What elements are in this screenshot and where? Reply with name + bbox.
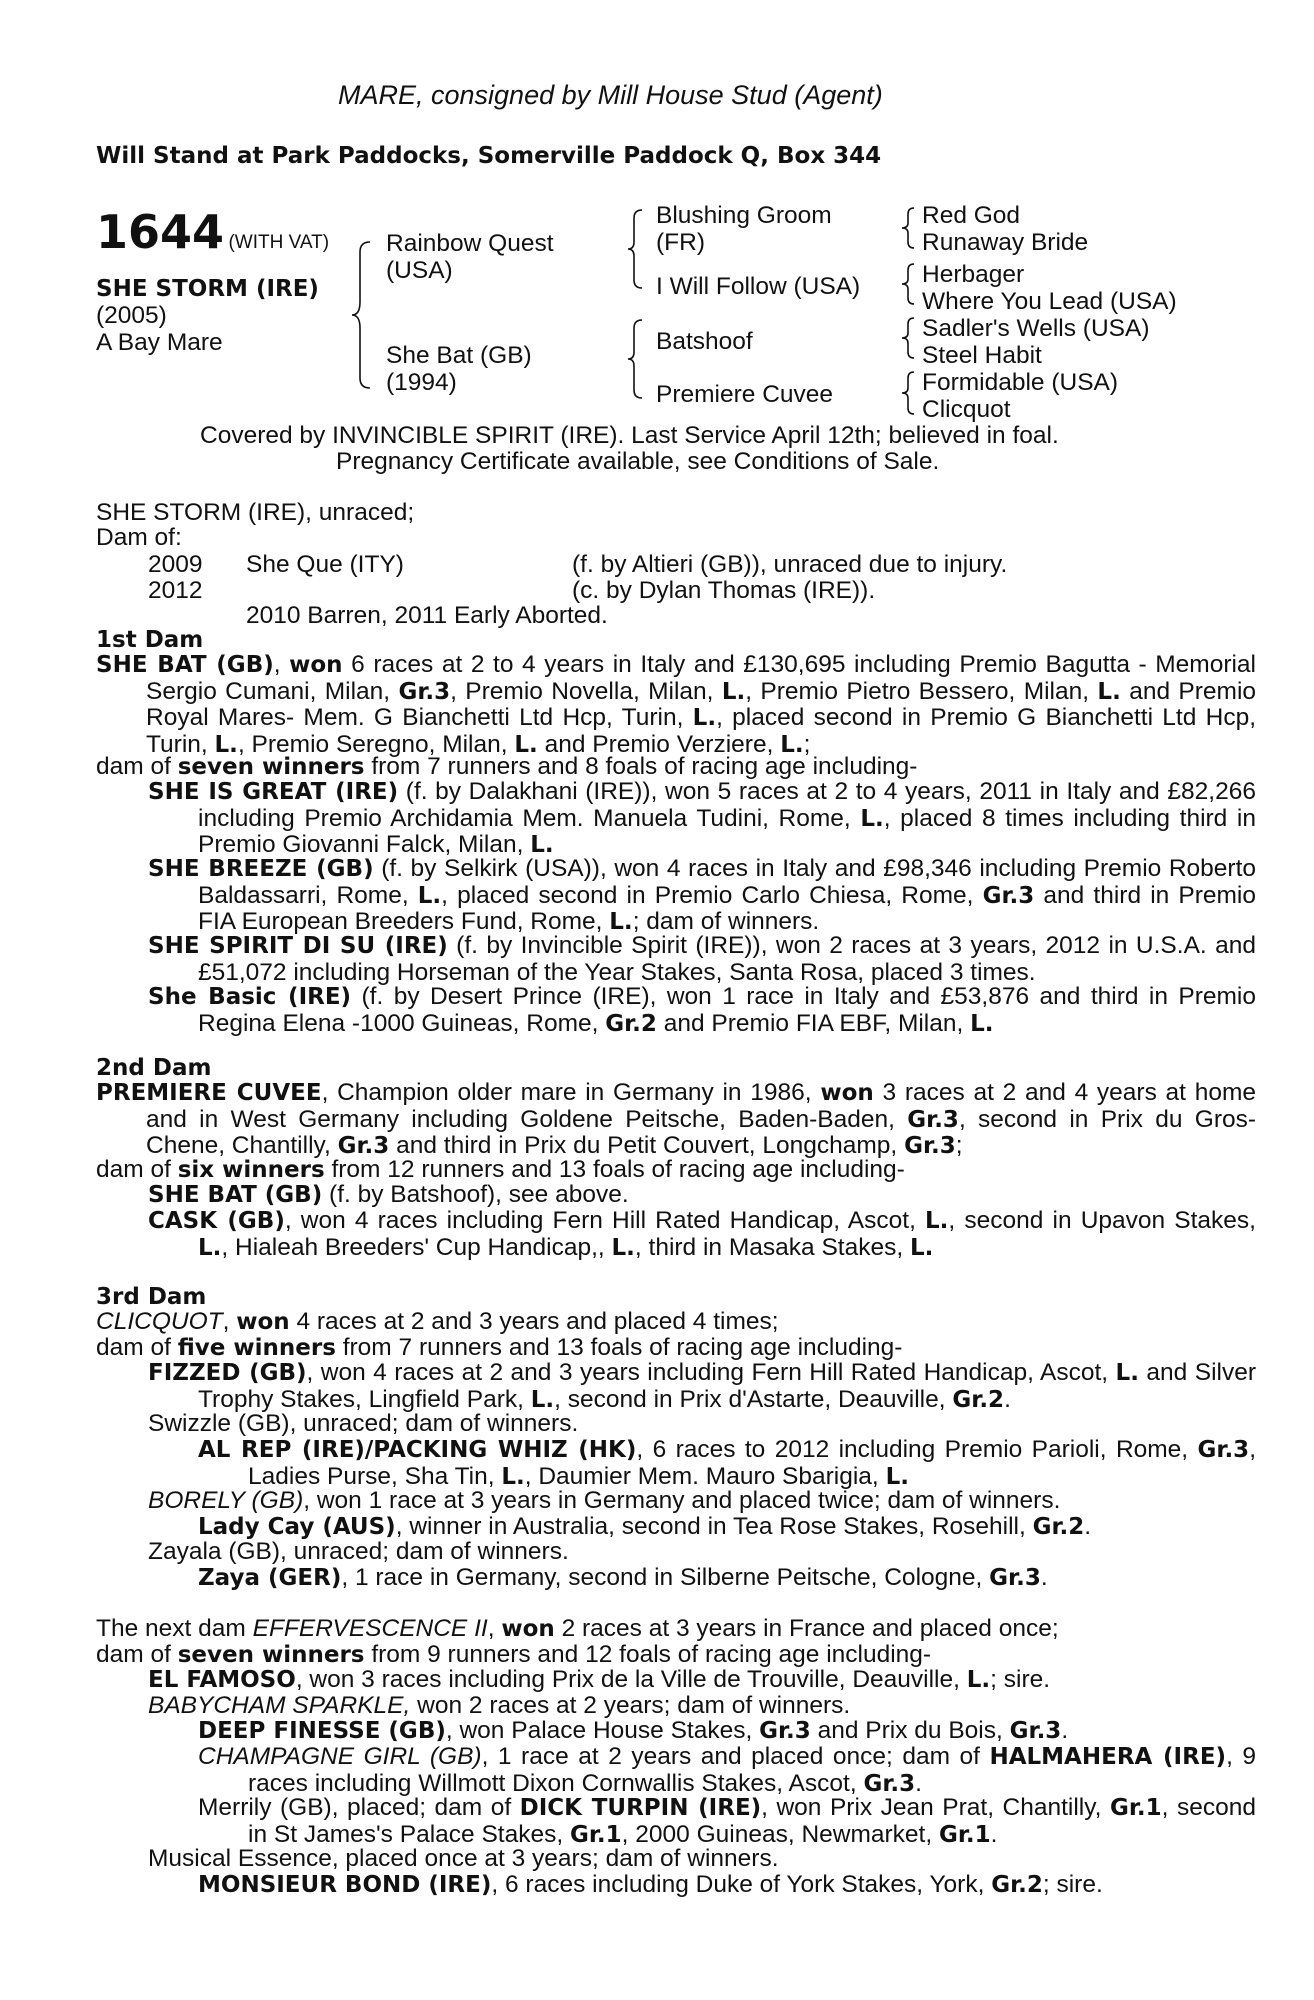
winners-count: seven winners (177, 754, 365, 780)
text: and Premio Royal Mares- Mem. G Bianchetti Ltd Hcp, Turin, (146, 677, 1257, 732)
pedigree-dam-year: (1994) (386, 369, 457, 396)
progeny-name: HALMAHERA (IRE) (989, 1744, 1227, 1770)
pedigree-ddd: Clicquot (922, 396, 1011, 423)
second-dam-paragraph (96, 1080, 1256, 1160)
text: and Premio FIA EBF, Milan, (663, 1009, 964, 1037)
text: , (222, 1308, 230, 1335)
pedigree-dam-dam: Premiere Cuvee (656, 381, 834, 408)
listed: L. (501, 1463, 525, 1490)
listed: L. (721, 678, 746, 705)
third-dam-name: CLICQUOT (96, 1308, 223, 1335)
text: Merrily (GB), placed; dam of (198, 1794, 512, 1821)
listed: L. (1097, 678, 1121, 705)
merrily-line (198, 1795, 1256, 1848)
pedigree-sire-sire-country: (FR) (656, 229, 705, 256)
pedigree-sdd: Where You Lead (USA) (922, 288, 1177, 315)
progeny-al-rep (198, 1437, 1256, 1490)
text: ; sire. (1042, 1871, 1103, 1898)
text: ; (803, 731, 811, 759)
grade: Gr.3 (907, 1106, 959, 1133)
text: , won 4 races at 2 and 3 years including Fern Hill Rated Handicap, Ascot, (306, 1359, 1109, 1386)
text: 6 races at 2 to 4 years in Italy and £130,695 including Premio Bagutta - Memorial Sergio Cumani, Milan, (146, 651, 1256, 705)
progeny-name: CASK (GB) (148, 1208, 285, 1234)
progeny-name: BORELY (GB) (148, 1487, 304, 1514)
text: , 1 race in Germany, second in Silberne Peitsche, Cologne, (341, 1564, 983, 1591)
vat-note: (WITH VAT) (228, 232, 330, 253)
text: dam of (96, 753, 171, 780)
pedigree-sire-dam: I Will Follow (USA) (656, 273, 861, 300)
grade: Gr.2 (952, 1386, 1005, 1413)
text: . (1061, 1717, 1069, 1744)
text: dam of (96, 1156, 171, 1183)
produce-detail: (c. by Dylan Thomas (IRE)). (572, 577, 876, 604)
text: 2 races at 3 years in France and placed once; (561, 1615, 1059, 1642)
text: , placed second in Premio G Bianchetti Ltd Hcp, Turin, (146, 704, 1257, 759)
produce-name: She Que (ITY) (246, 551, 404, 578)
progeny-name: EL FAMOSO (148, 1667, 296, 1693)
grade: Gr.2 (991, 1872, 1043, 1898)
text: . (1004, 1385, 1011, 1413)
progeny-name: CHAMPAGNE GIRL (GB) (198, 1743, 482, 1770)
progeny-fizzed (148, 1360, 1256, 1413)
grade: Gr.2 (605, 1010, 657, 1037)
progeny-cask (148, 1208, 1256, 1261)
first-dam-damof (96, 754, 917, 781)
progeny-lady-cay (198, 1514, 1091, 1541)
lot-number: 1644 (96, 205, 225, 259)
text: The next dam (96, 1615, 246, 1642)
pedigree-dam-sire: Batshoof (656, 328, 753, 355)
text: , second in Upavon Stakes, (948, 1207, 1256, 1234)
listed: L. (417, 882, 442, 909)
third-dam-damof (96, 1335, 902, 1362)
text: , Champion older mare in Germany in 1986, (321, 1079, 812, 1106)
text: ; (955, 1132, 963, 1160)
horse-description: A Bay Mare (96, 329, 223, 356)
grade: Gr.3 (398, 678, 451, 705)
babycham-line (148, 1693, 850, 1719)
listed: L. (970, 1010, 994, 1037)
text: , 1 race at 2 years and placed once; dam of (481, 1743, 980, 1770)
text: ; sire. (990, 1666, 1051, 1693)
first-dam-paragraph: SHE BAT (GB), won 6 races at 2 to 4 years in Italy and £130,695 including Premio Bagutta - Memorial Sergio Cumani, Milan, Gr.3, Premio Novella, Milan, L., Premio Pietro Bessero, Milan, L. and Premio Royal Mares- Mem. G Bianchetti Ltd Hcp, Turin, L., placed second in Premio G Bianchetti Ltd Hcp, Turin, L., Premio Seregno, Milan, L. and Premio Verziere, L.; (96, 651, 1257, 759)
covered-line-1: Covered by INVINCIBLE SPIRIT (IRE). Last Service April 12th; believed in foal. (200, 422, 1059, 449)
won-label: won (289, 652, 343, 678)
text: , second in Prix d'Astarte, Deauville, (554, 1385, 946, 1413)
listed: L. (530, 1386, 555, 1413)
text: . (1040, 1564, 1048, 1591)
pedigree-ssd: Runaway Bride (922, 229, 1089, 256)
grade: Gr.1 (1109, 1795, 1162, 1821)
listed: L. (611, 1234, 635, 1261)
swizzle-line: Swizzle (GB), unraced; dam of winners. (148, 1410, 579, 1437)
progeny-deep-finesse (198, 1718, 1068, 1745)
listed: L. (966, 1667, 991, 1693)
listed: L. (925, 1208, 949, 1234)
borely-line (148, 1488, 1060, 1514)
text: 3 races at 2 and 4 years at home and in West Germany including Goldene Peitsche, Baden-Baden, (146, 1079, 1256, 1133)
second-dam-name: PREMIERE CUVEE (96, 1080, 322, 1106)
text: from 7 runners and 8 foals of racing age including- (371, 753, 918, 780)
grade: Gr.2 (1032, 1514, 1085, 1540)
pedigree-sire-country: (USA) (386, 257, 453, 284)
produce-note: 2010 Barren, 2011 Early Aborted. (246, 602, 608, 629)
horse-year: (2005) (96, 302, 167, 329)
text: , Premio Seregno, Milan, (237, 731, 508, 759)
text: , third in Masaka Stakes, (634, 1233, 904, 1261)
first-dam-heading: 1st Dam (96, 627, 204, 653)
grade: Gr.3 (982, 882, 1035, 909)
progeny-she-breeze (148, 856, 1256, 936)
progeny-name: BABYCHAM SPARKLE, (148, 1692, 411, 1719)
listed: L. (1115, 1360, 1139, 1386)
text: , (487, 1615, 495, 1642)
grade: Gr.3 (989, 1565, 1041, 1591)
pedigree-brace-main (350, 240, 374, 390)
text: , Ladies Purse, Sha Tin, (248, 1436, 1256, 1490)
pedigree-brace-ss (900, 206, 918, 250)
next-dam-line (96, 1616, 1059, 1643)
progeny-name: SHE SPIRIT DI SU (IRE) (148, 933, 448, 959)
champagne-girl-line (198, 1744, 1256, 1797)
horse-name: SHE STORM (IRE) (96, 276, 319, 302)
text: . (990, 1820, 998, 1848)
grade: Gr.3 (759, 1718, 811, 1744)
progeny-name: She Basic (IRE) (148, 984, 352, 1010)
progeny-name: DICK TURPIN (IRE) (519, 1795, 762, 1821)
grade: Gr.3 (904, 1133, 956, 1160)
grade: Gr.1 (938, 1821, 991, 1848)
text: , won Palace House Stakes, (445, 1717, 753, 1744)
lot-number-line (96, 205, 329, 259)
won-label: won (236, 1309, 290, 1335)
pedigree-sire: Rainbow Quest (386, 230, 554, 257)
text: , Premio Novella, Milan, (450, 677, 714, 705)
musical-essence-line: Musical Essence, placed once at 3 years; dam of winners. (148, 1845, 779, 1872)
progeny-she-bat (148, 1182, 629, 1209)
text: , winner in Australia, second in Tea Rose Stakes, Rosehill, (395, 1513, 1026, 1540)
pedigree-sss: Red God (922, 202, 1021, 229)
text: won 2 races at 2 years; dam of winners. (417, 1692, 851, 1719)
text: from 9 runners and 12 foals of racing age including- (371, 1641, 932, 1668)
produce-year: 2012 (148, 577, 203, 604)
text: ; dam of winners. (632, 908, 820, 936)
next-dam-damof (96, 1642, 931, 1669)
third-dam-heading: 3rd Dam (96, 1284, 207, 1310)
text: 4 races at 2 and 3 years and placed 4 times; (296, 1308, 779, 1335)
text: , won 1 race at 3 years in Germany and placed twice; dam of winners. (303, 1487, 1061, 1514)
text: , second in St James's Palace Stakes, (248, 1794, 1256, 1848)
grade: Gr.3 (337, 1133, 390, 1160)
text: , 6 races to 2012 including Premio Parioli, Rome, (636, 1436, 1189, 1463)
text: (f. by Desert Prince (IRE), won 1 race in Italy and £53,876 and third in Premio Regina Elena -1000 Guineas, Rome, (198, 983, 1256, 1037)
pedigree-sds: Herbager (922, 261, 1025, 288)
text: , second in Prix du Gros-Chene, Chantilly, (146, 1105, 1257, 1160)
second-dam-heading: 2nd Dam (96, 1055, 212, 1081)
listed: L. (909, 1234, 934, 1261)
text: , won Prix Jean Prat, Chantilly, (761, 1794, 1102, 1821)
pedigree-brace-dam (626, 318, 646, 400)
text: , placed 8 times including third in Premio Giovanni Falck, Milan, (198, 804, 1256, 859)
progeny-she-is-great (148, 779, 1256, 859)
listed: L. (692, 705, 717, 732)
winners-count: six winners (177, 1157, 325, 1183)
first-dam-name: SHE BAT (GB) (96, 652, 274, 678)
progeny-zaya (198, 1565, 1048, 1592)
listed: L. (530, 832, 554, 859)
covered-line-2: Pregnancy Certificate available, see Conditions of Sale. (336, 448, 940, 475)
text: and Premio Verziere, (544, 731, 774, 759)
listed: L. (609, 909, 633, 936)
pedigree-sire-sire: Blushing Groom (656, 202, 832, 229)
text: , Hialeah Breeders' Cup Handicap,, (221, 1233, 605, 1261)
progeny-el-famoso (148, 1667, 1050, 1694)
listed: L. (780, 732, 804, 759)
text: (f. by Invincible Spirit (IRE)), won 2 races at 3 years, 2012 in U.S.A. and £51,072 including Horseman of the Year Stakes, Santa Rosa, placed 3 times. (198, 932, 1257, 986)
pedigree-brace-dd (900, 370, 918, 416)
produce-intro: SHE STORM (IRE), unraced; (96, 499, 415, 526)
text: dam of (96, 1334, 171, 1361)
pedigree-dam: She Bat (GB) (386, 342, 532, 369)
won-label: won (820, 1080, 874, 1106)
page-header: MARE, consigned by Mill House Stud (Agent) (338, 80, 883, 110)
text: . (915, 1769, 922, 1797)
zayala-line: Zayala (GB), unraced; dam of winners. (148, 1538, 569, 1565)
grade: Gr.1 (569, 1821, 622, 1848)
text: , 6 races including Duke of York Stakes, York, (491, 1871, 985, 1898)
produce-year: 2009 (148, 551, 203, 578)
listed: L. (885, 1463, 909, 1490)
pedigree-dss: Sadler's Wells (USA) (922, 315, 1150, 342)
listed: L. (198, 1234, 222, 1261)
text: dam of (96, 1641, 171, 1668)
third-dam-line (96, 1309, 779, 1336)
text: and third in Premio FIA European Breeders Fund, Rome, (198, 881, 1256, 936)
text: and Prix du Bois, (817, 1717, 1003, 1744)
text: , Daumier Mem. Mauro Sbarigia, (524, 1462, 879, 1490)
grade: Gr.3 (1009, 1718, 1062, 1744)
pedigree-dsd: Steel Habit (922, 342, 1042, 369)
winners-count: five winners (177, 1335, 336, 1361)
pedigree-brace-ds (900, 316, 918, 360)
listed: L. (860, 805, 884, 832)
dam-of-label: Dam of: (96, 524, 182, 551)
winners-count: seven winners (177, 1642, 365, 1668)
pedigree-dds: Formidable (USA) (922, 369, 1119, 396)
progeny-name: SHE BREEZE (GB) (148, 856, 374, 882)
pedigree-brace-sd (900, 262, 918, 306)
produce-detail: (f. by Altieri (GB)), unraced due to injury. (572, 551, 1008, 578)
pedigree-brace-sire (626, 208, 646, 290)
listed: L. (214, 732, 238, 759)
text: , won 4 races including Fern Hill Rated Handicap, Ascot, (284, 1207, 916, 1234)
text: , Premio Pietro Bessero, Milan, (745, 677, 1090, 705)
text: (f. by Dalakhani (IRE)), won 5 races at 2 to 4 years, 2011 in Italy and £82,266 including Premio Archidamia Mem. Manuela Tudini, Rome, (198, 778, 1256, 832)
progeny-name: Zaya (GER) (198, 1565, 342, 1591)
progeny-name: AL REP (IRE)/PACKING WHIZ (HK) (198, 1437, 637, 1463)
progeny-she-basic (148, 984, 1256, 1037)
text: , 9 races including Willmott Dixon Cornwallis Stakes, Ascot, (248, 1743, 1257, 1797)
text: . (1084, 1513, 1092, 1540)
progeny-she-spirit (148, 933, 1256, 985)
text: (f. by Batshoof), see above. (329, 1181, 629, 1208)
text: (f. by Selkirk (USA)), won 4 races in Italy and £98,346 including Premio Roberto Baldassarri, Rome, (198, 855, 1257, 909)
text: , won 3 races including Prix de la Ville de Trouville, Deauville, (295, 1666, 960, 1693)
next-dam-name: EFFERVESCENCE II (252, 1615, 488, 1642)
second-dam-damof (96, 1157, 905, 1184)
progeny-monsieur-bond (198, 1872, 1103, 1899)
progeny-name: DEEP FINESSE (GB) (198, 1718, 446, 1744)
progeny-name: SHE IS GREAT (IRE) (148, 779, 399, 805)
text: , placed second in Premio Carlo Chiesa, Rome, (441, 881, 974, 909)
progeny-name: FIZZED (GB) (148, 1360, 307, 1386)
progeny-name: MONSIEUR BOND (IRE) (198, 1872, 492, 1898)
text: from 7 runners and 13 foals of racing age including- (342, 1334, 903, 1361)
won-label: won (501, 1616, 555, 1642)
listed: L. (514, 732, 538, 759)
text: , 2000 Guineas, Newmarket, (621, 1820, 933, 1848)
stand-location: Will Stand at Park Paddocks, Somerville Paddock Q, Box 344 (96, 143, 882, 169)
grade: Gr.3 (1197, 1437, 1250, 1463)
text: from 12 runners and 13 foals of racing age including- (331, 1156, 905, 1183)
text: and third in Prix du Petit Couvert, Longchamp, (396, 1132, 898, 1160)
text: and Silver Trophy Stakes, Lingfield Park, (198, 1359, 1256, 1413)
progeny-name: SHE BAT (GB) (148, 1182, 323, 1208)
progeny-name: Lady Cay (AUS) (198, 1514, 396, 1540)
grade: Gr.3 (863, 1770, 916, 1797)
